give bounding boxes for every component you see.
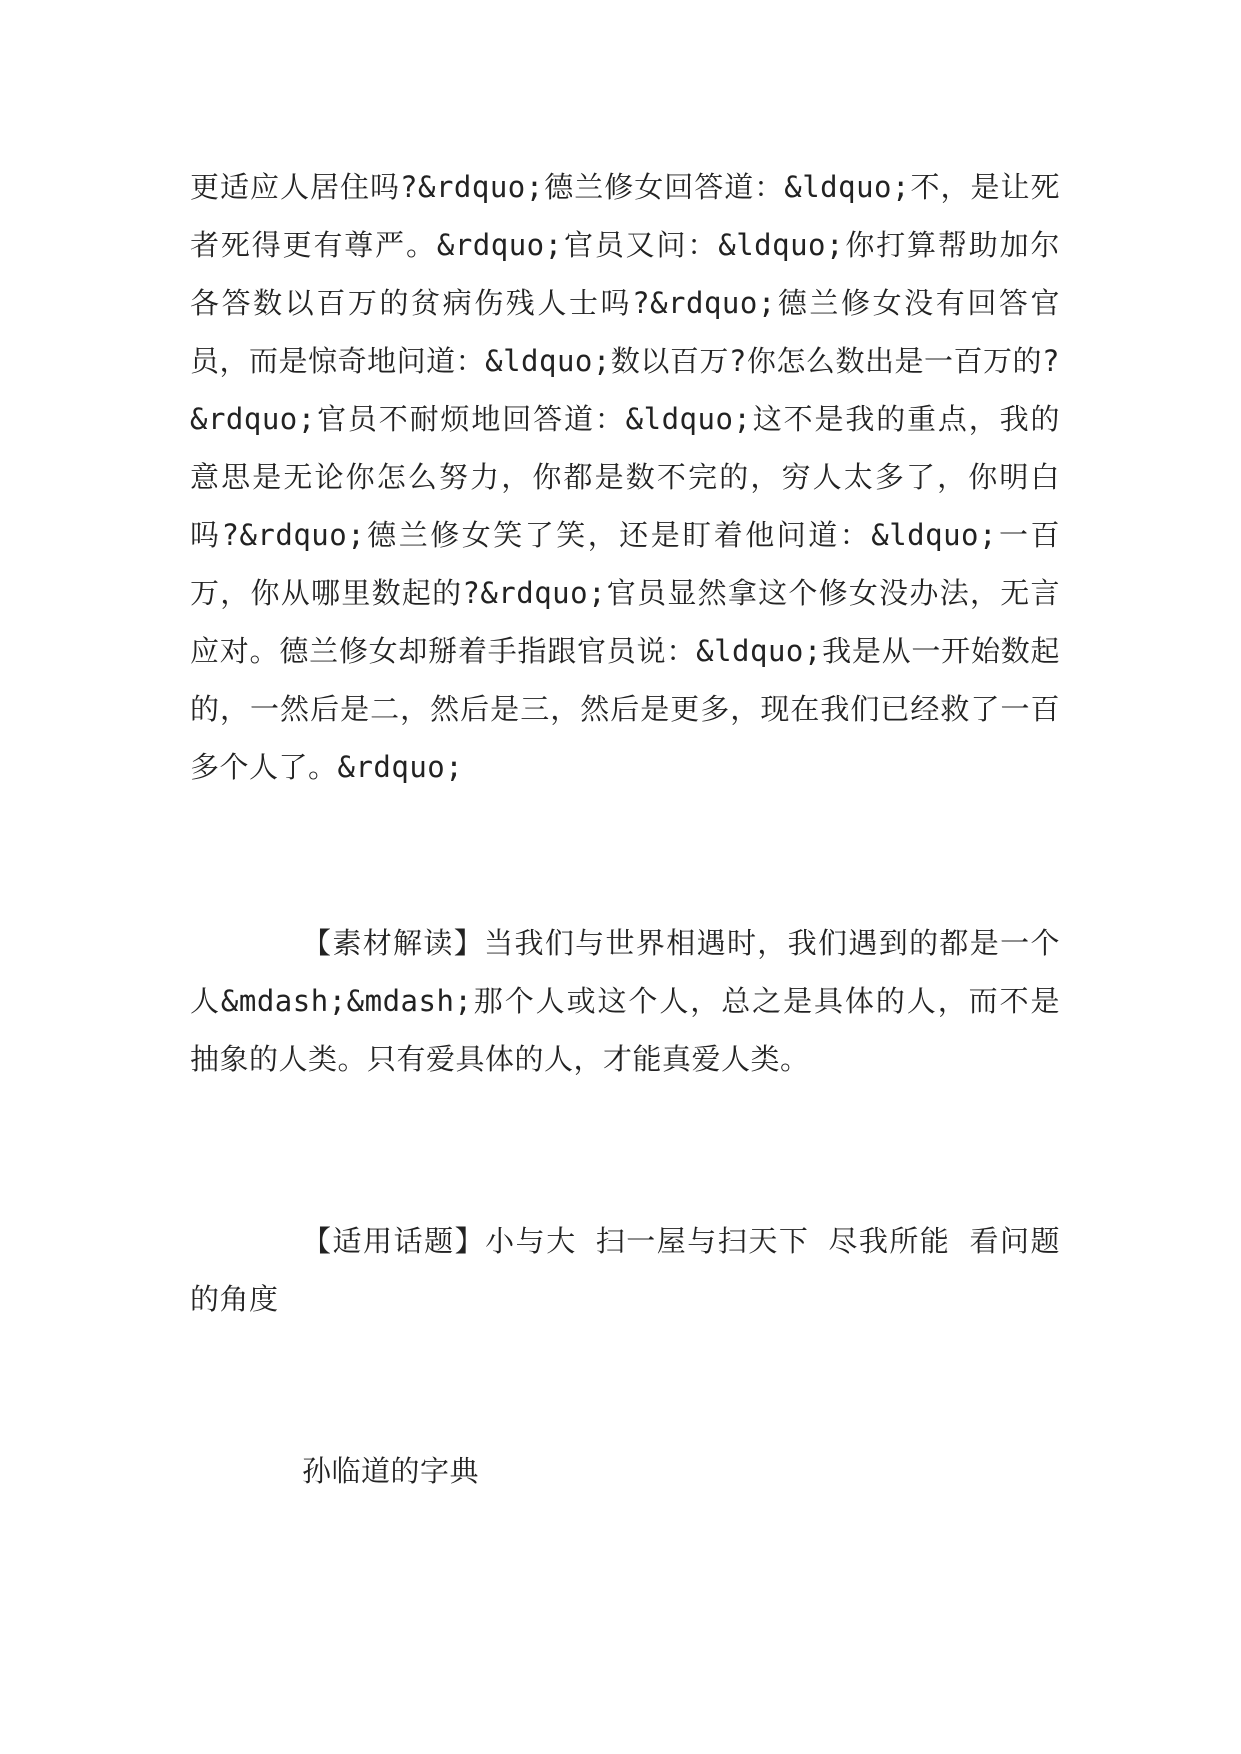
applicable-topics-paragraph: 【适用话题】小与大 扫一屋与扫天下 尽我所能 看问题的角度 (190, 1224, 1060, 1316)
material-interpretation-paragraph: 【素材解读】当我们与世界相遇时，我们遇到的都是一个人&mdash;&mdash;那个人或这个人，总之是具体的人，而不是抽象的人类。只有爱具体的人，才能真爱人类。 (190, 926, 1060, 1076)
story-paragraph: 更适应人居住吗?&rdquo;德兰修女回答道：&ldquo;不，是让死者死得更有尊严。&rdquo;官员又问：&ldquo;你打算帮助加尔各答数以百万的贫病伤残人士吗?&rdquo;德兰修女没有回答官员，而是惊奇地问道：&ldquo;数以百万?你怎么数出是一百万的?&rdquo;官员不耐烦地回答道：&ldquo;这不是我的重点，我的意思是无论你怎么努力，你都是数不完的，穷人太多了，你明白吗?&rdquo;德兰修女笑了笑，还是盯着他问道：&ldquo;一百万，你从哪里数起的?&rdquo;官员显然拿这个修女没办法，无言应对。德兰修女却掰着手指跟官员说：&ldquo;我是从一开始数起的，一然后是二，然后是三，然后是更多，现在我们已经救了一百多个人了。&rdquo; (190, 170, 1060, 784)
next-story-title: 孙临道的字典 (302, 1454, 480, 1488)
